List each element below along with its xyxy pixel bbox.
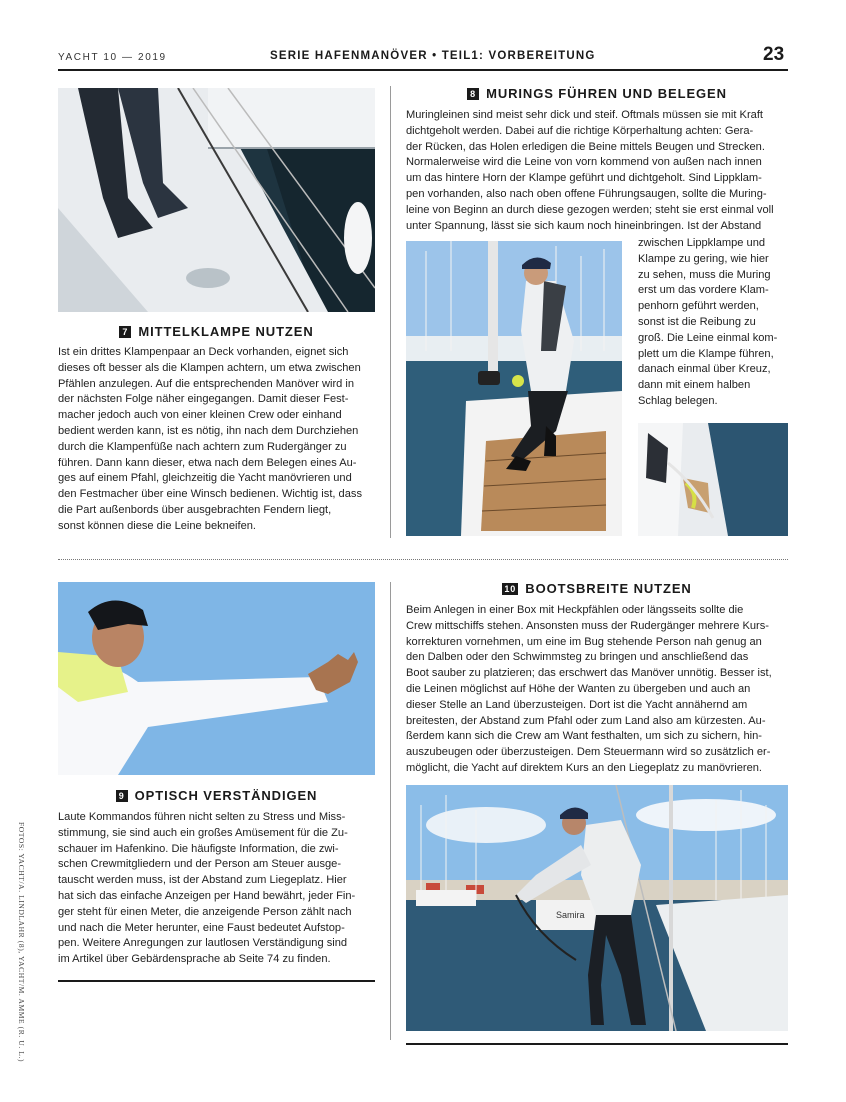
s7-line: den Festmacher über eine Winsch bedienen. Wichtig ist, dass [58, 488, 362, 501]
s9-line: im Artikel über Gebärdensprache ab Seite 74 zu finden. [58, 953, 331, 966]
s8-line: unter Spannung, lässt sie sich kaum noch hineinbringen. Ist der Abstand [406, 219, 762, 232]
section-9-body [58, 810, 383, 968]
s7-line: die Part außenbords über ausgebrachten Fendern liegt, [58, 503, 332, 516]
section-10-title: BOOTSBREITE NUTZEN [525, 581, 692, 596]
section-8-title: MURINGS FÜHREN UND BELEGEN [486, 86, 727, 101]
header-rule [58, 69, 788, 71]
s10-line: breitesten, der Abstand zum Pfahl oder zum Land also am kürzesten. Au- [406, 714, 766, 727]
section-9-number: 9 [116, 790, 128, 802]
column-divider-bottom [390, 582, 391, 1040]
s7-line: dieses oft besser als die Klampen achtern, um etwa zwischen [58, 361, 361, 374]
s7-line: Ist ein drittes Klampenpaar an Deck vorhanden, eignet sich [58, 346, 349, 358]
page-number: 23 [763, 44, 785, 65]
s8-line: der Rücken, das Holen erledigen die Beine mittels Beugen und Strecken. [406, 140, 765, 153]
s7-line: durch die Klampenfüße nach achtern zum Rudergänger zu [58, 440, 347, 453]
s9-line: ger steht für einen Meter, die anzeigende Person zählt nach [58, 905, 352, 918]
s10-line: den Dalben oder den Schwimmsteg zu bringen und anschließend das [406, 651, 749, 664]
s10-line: Boot sauber zu platzieren; das erschwert das Manöver unnötig. Besser ist, [406, 667, 772, 680]
s8-line: zwischen Lippklampe und [638, 237, 766, 249]
s7-line: macher jedoch auch von einer kleinen Crew oder einhand [58, 409, 342, 422]
s7-line: Pfählen anzulegen. Auf die entsprechenden Manöver wird in [58, 377, 355, 390]
s9-line: hat sich das einfache Anzeigen per Hand bewährt, jeder Fin- [58, 889, 356, 902]
section-9-title: OPTISCH VERSTÄNDIGEN [134, 788, 318, 803]
s8-line: Schlag belegen. [638, 394, 718, 407]
s8-line: dichtgeholt werden. Dabei auf die richtige Körperhaltung achten: Gera- [406, 124, 754, 137]
series-title: SERIE HAFENMANÖVER • TEIL1: VORBEREITUNG [270, 50, 596, 62]
section-8-heading [406, 86, 788, 101]
s8-line: penhorn geführt werden, [638, 300, 759, 313]
boat-name-label: Samira [556, 910, 585, 920]
s8-line: sonst ist die Reibung zu [638, 315, 756, 328]
s10-line: auszubeugen oder überzusteigen. Dem Steuermann wird so zusätzlich er- [406, 746, 771, 759]
section-8-number: 8 [467, 88, 479, 100]
s8-line: danach einmal über Kreuz, [638, 363, 771, 376]
section-7-body [58, 345, 383, 535]
s9-line: stimmung, sie sind auch ein großes Amüsement für die Zu- [58, 826, 348, 839]
s10-line: möglicht, die Yacht auf direktem Kurs an den Liegeplatz zu manövrieren. [406, 761, 763, 774]
issue-label: YACHT 10 — 2019 [58, 52, 167, 63]
section-8-body [406, 108, 796, 234]
s8-line: Klampe zu gering, wie hier [638, 252, 769, 265]
section-7-title: MITTELKLAMPE NUTZEN [138, 324, 314, 339]
section-10-body [406, 603, 796, 777]
s9-line: Laute Kommandos führen nicht selten zu Stress und Miss- [58, 811, 346, 823]
column-divider-top [390, 86, 391, 538]
s9-line: schauer im Hafenkino. Die häufigste Information, die zwi- [58, 842, 339, 855]
section-9-heading [58, 788, 375, 803]
s8-line: um das hintere Horn der Klampe geführt und dichtgeholt. Sind Lippklam- [406, 172, 762, 185]
section-8-body-narrow [638, 236, 798, 410]
s10-line: die Leinen möglichst auf Höhe der Wanten zu übergeben und auch an [406, 682, 751, 695]
section-10-number: 10 [502, 583, 518, 595]
section-separator [58, 559, 788, 560]
s8-line: leine von Beginn an durch diese gezogen werden; steht sie erst einmal voll [406, 203, 774, 216]
s7-line: der nächsten Folge näher eingegangen. Damit dieser Fest- [58, 393, 349, 406]
photo-crew-midships [406, 785, 788, 1031]
s9-line: schen Crewmitgliedern und der Person am Steuer ausge- [58, 858, 342, 871]
section-9-end-rule [58, 980, 375, 982]
s10-line: Crew mittschiffs stehen. Ansonsten muss der Rudergänger mehrere Kurs- [406, 619, 769, 632]
s8-line: dann mit einem halben [638, 379, 751, 392]
s8-line: Muringleinen sind meist sehr dick und steif. Oftmals müssen sie mit Kraft [406, 109, 763, 121]
s8-line: plett um die Klampe führen, [638, 347, 774, 360]
photo-cleat-closeup [638, 423, 788, 536]
s8-line: erst um das vordere Klam- [638, 284, 769, 297]
s7-line: sonst können diese die Leine bekneifen. [58, 519, 256, 532]
section-10-end-rule [406, 1043, 788, 1045]
s7-line: ges auf einem Pfahl, gleichzeitig die Yacht manövrieren und [58, 472, 352, 485]
s7-line: führen. Dann kann dieser, etwa nach dem Belegen eines Au- [58, 456, 357, 469]
photo-credit-text: FOTOS: YACHT/A. LINDLAHR (8), YACHT/M. AMME (R. U. L.) [17, 822, 26, 1063]
s10-line: korrekturen vornehmen, um eine im Bug stehende Person nah genug an [406, 635, 762, 648]
section-7-heading [58, 324, 375, 339]
s10-line: dieser Stelle an Land überzusteigen. Dort ist die Yacht annähernd am [406, 698, 748, 711]
photo-credit [14, 822, 28, 1063]
s9-line: tauscht werden muss, ist der Abstand zum Liegeplatz. Hier [58, 874, 347, 887]
s8-line: pen vorhanden, also nach oben offene Führungsaugen, sollte die Muring- [406, 187, 767, 200]
s7-line: bedient werden kann, ist es nötig, ihn nach dem Durchziehen [58, 424, 359, 437]
photo-midship-cleat [58, 88, 375, 312]
photo-hand-signal [58, 582, 375, 775]
s8-line: groß. Die Leine einmal kom- [638, 331, 778, 344]
photo-mooring-haul [406, 241, 622, 536]
section-7-number: 7 [119, 326, 131, 338]
s10-line: Beim Anlegen in einer Box mit Heckpfählen oder längsseits sollte die [406, 604, 744, 616]
s9-line: und nach die Meter herunter, eine Faust bedeutet Aufstop- [58, 921, 345, 934]
s10-line: ßerdem kann sich die Crew am Want festhalten, um sich zu sichern, hin- [406, 730, 762, 743]
s8-line: Normalerweise wird die Leine von vorn kommend von außen nach innen [406, 156, 762, 169]
s9-line: pen. Weitere Anregungen zur lautlosen Verständigung sind [58, 937, 348, 950]
section-10-heading [406, 581, 788, 596]
s8-line: zu sehen, muss die Muring [638, 268, 771, 281]
